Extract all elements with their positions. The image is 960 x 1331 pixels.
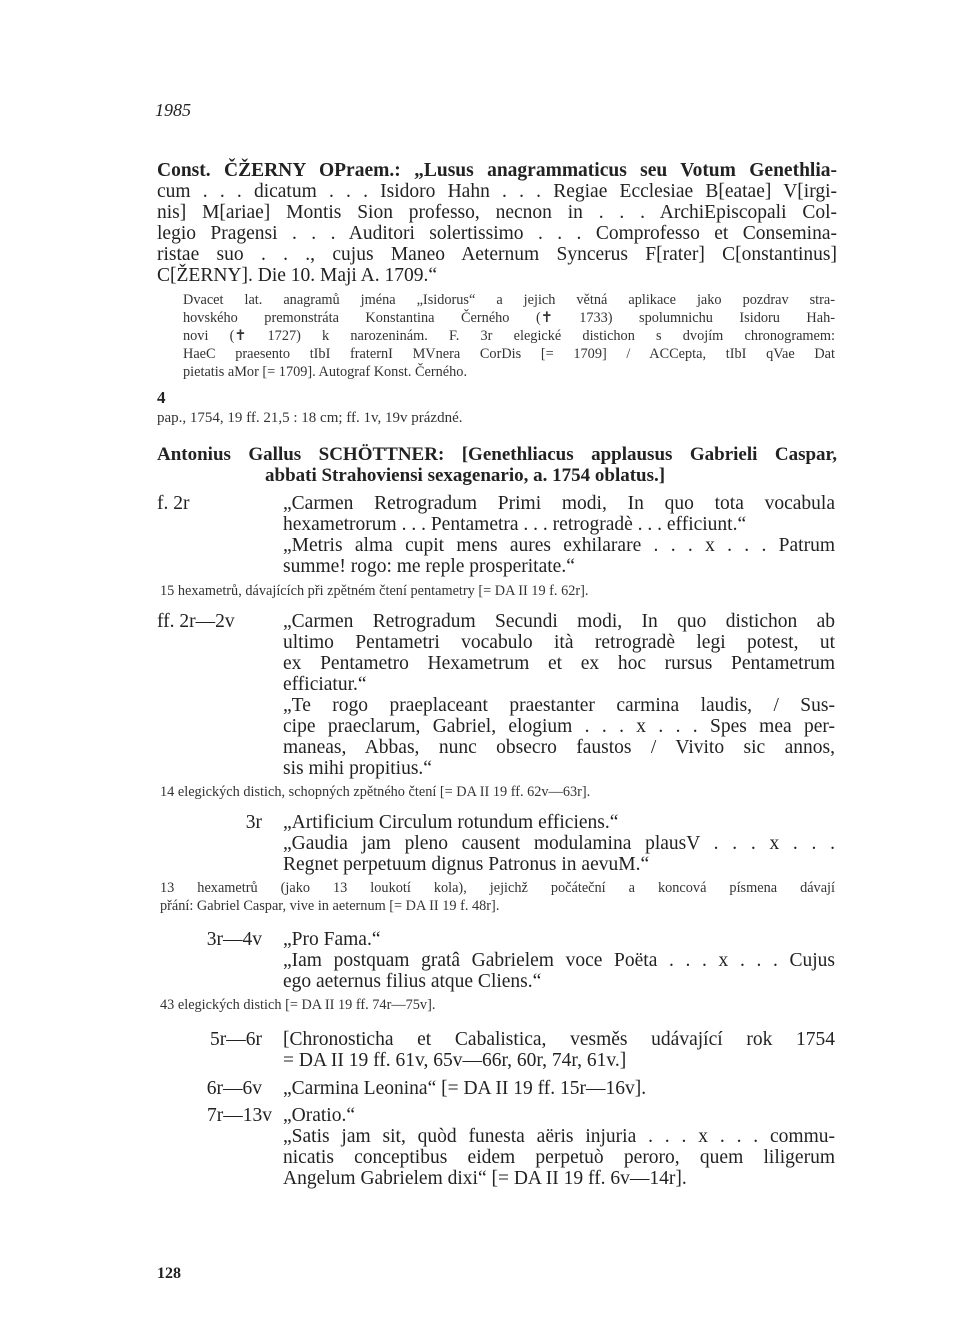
item-line: ultimo Pentametri vocabulo ità retrogradè legi potest, ut: [283, 632, 835, 653]
item-line: = DA II 19 ff. 61v, 65v—66r, 60r, 74r, 61v.]: [283, 1050, 627, 1071]
item-line: sis mihi propitius.“: [283, 758, 432, 779]
item-line: ego aeternus filius atque Cliens.“: [283, 971, 542, 992]
page-number: 128: [157, 1265, 181, 1282]
item-line: „Gaudia jam pleno causent modulamina plausV . . . x . . .: [283, 833, 835, 854]
note-line: HaeC praesento tIbI fraternI MVnera CorDis [= 1709] / ACCepta, tIbI qVae Dat: [183, 346, 835, 362]
item-line: „Iam postquam gratâ Gabrielem voce Poëta . . . x . . . Cujus: [283, 950, 835, 971]
note-line: 13 hexametrů (jako 13 loukotí kola), jejichž počáteční a koncová písmena dávají: [160, 880, 835, 896]
entry-3-title-line: nis] M[ariae] Montis Sion professo, necnon in . . . ArchiEpiscopali Col-: [157, 202, 837, 223]
note-line: 14 elegických distich, schopných zpětného čtení [= DA II 19 ff. 62v—63r].: [160, 784, 591, 800]
entry-number: 4: [157, 388, 166, 407]
item-line: „Carmen Retrogradum Secundi modi, In quo distichon ab: [283, 611, 835, 632]
folio-ref: ff. 2r—2v: [157, 611, 235, 632]
entry-3-title-line: C[ŽERNY]. Die 10. Maji A. 1709.“: [157, 265, 438, 286]
entry-3-title-line: ristae suo . . ., cujus Maneo Aeternum Syncerus F[rater] C[onstantinus]: [157, 244, 837, 265]
item-line: „Oratio.“: [283, 1105, 356, 1126]
folio-ref: 7r—13v: [207, 1105, 272, 1126]
folio-ref: 6r—6v: [206, 1078, 262, 1099]
item-line: cipe praeclarum, Gabriel, elogium . . . x . . . Spes mea per-: [283, 716, 835, 737]
item-line: „Carmina Leonina“ [= DA II 19 ff. 15r—16v].: [283, 1078, 647, 1099]
entry-4-title-line: abbati Strahoviensi sexagenario, a. 1754 oblatus.]: [265, 465, 666, 486]
item-line: Angelum Gabrielem dixi“ [= DA II 19 ff. 6v—14r].: [283, 1168, 687, 1189]
item-line: nicatis conceptibus eidem perpetuò peroro, quem liligerum: [283, 1147, 835, 1168]
item-line: Regnet perpetuum dignus Patronus in aevuM.“: [283, 854, 650, 875]
folio-ref: f. 2r: [157, 493, 190, 514]
item-line: hexametrorum . . . Pentametra . . . retrogradè . . . efficiunt.“: [283, 514, 747, 535]
item-line: efficiatur.“: [283, 674, 367, 695]
note-line: novi (✝ 1727) k narozeninám. F. 3r elegické distichon s dvojím chronogramem:: [183, 328, 835, 344]
entry-3-title-line: Const. ČŽERNY OPraem.: „Lusus anagrammaticus seu Votum Genethlia-: [157, 160, 837, 181]
folio-ref: 5r—6r: [210, 1029, 262, 1050]
item-line: „Metris alma cupit mens aures exhilarare . . . x . . . Patrum: [283, 535, 835, 556]
item-line: „Pro Fama.“: [283, 929, 381, 950]
entry-3-title-line: cum . . . dicatum . . . Isidoro Hahn . . . Regiae Ecclesiae B[eatae] V[irgi-: [157, 181, 837, 202]
item-line: ex Pentametro Hexametrum et ex hoc rursus Pentametrum: [283, 653, 835, 674]
running-head: 1985: [155, 100, 191, 120]
physical-description: pap., 1754, 19 ff. 21,5 : 18 cm; ff. 1v, 19v prázdné.: [157, 410, 463, 426]
item-line: „Satis jam sit, quòd funesta aëris injuria . . . x . . . commu-: [283, 1126, 835, 1147]
item-line: maneas, Abbas, nunc obsecro faustos / Vivito sic annos,: [283, 737, 835, 758]
item-line: „Carmen Retrogradum Primi modi, In quo tota vocabula: [283, 493, 835, 514]
folio-ref: 3r: [245, 812, 262, 833]
note-line: Dvacet lat. anagramů jména „Isidorus“ a jejich větná aplikace jako pozdrav stra-: [183, 292, 835, 308]
note-line: přání: Gabriel Caspar, vive in aeternum [= DA II 19 f. 48r].: [160, 898, 500, 914]
note-line: hovského premonstráta Konstantina Černého (✝ 1733) spolumnichu Isidoru Hah-: [183, 310, 835, 326]
item-line: [Chronosticha et Cabalistica, vesměs udávající rok 1754: [283, 1029, 835, 1050]
note-line: pietatis aMor [= 1709]. Autograf Konst. Černého.: [183, 364, 468, 380]
item-line: „Artificium Circulum rotundum efficiens.“: [283, 812, 619, 833]
item-line: „Te rogo praeplaceant praestanter carmina laudis, / Sus-: [283, 695, 835, 716]
entry-4-title-line: Antonius Gallus SCHÖTTNER: [Genethliacus applausus Gabrieli Caspar,: [157, 444, 837, 465]
folio-ref: 3r—4v: [206, 929, 262, 950]
entry-3-title-line: legio Pragensi . . . Auditori solertissimo . . . Comprofesso et Consemina-: [157, 223, 837, 244]
note-line: 43 elegických distich [= DA II 19 ff. 74r—75v].: [160, 997, 436, 1013]
note-line: 15 hexametrů, dávajících při zpětném čtení pentametry [= DA II 19 f. 62r].: [160, 583, 589, 599]
item-line: summe! rogo: me reple prosperitate.“: [283, 556, 575, 577]
